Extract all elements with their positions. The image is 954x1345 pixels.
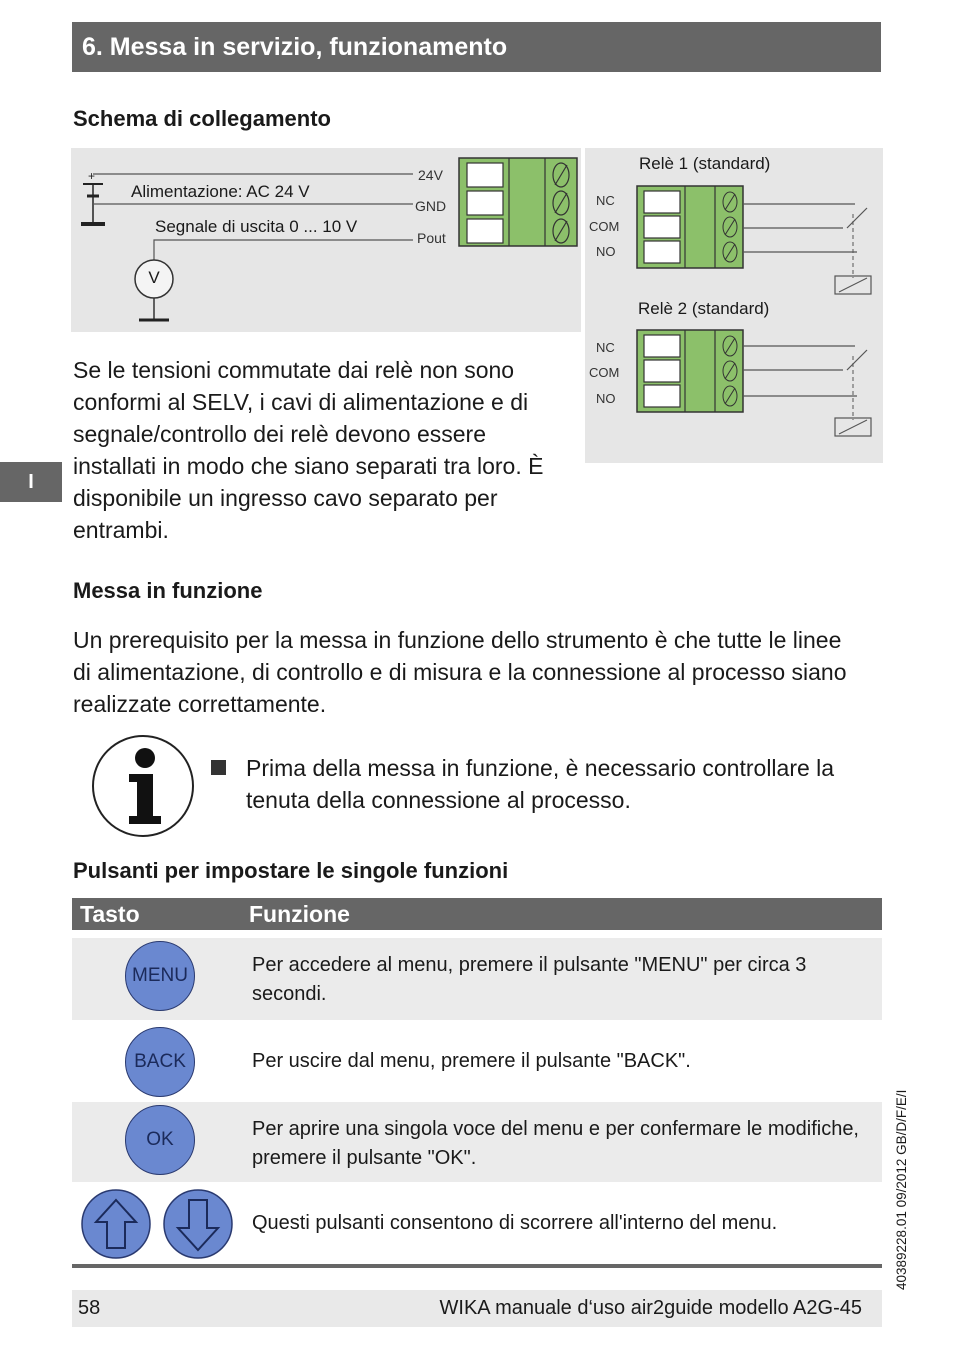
relay2-com-label: COM (589, 365, 620, 380)
ok-key: OK (125, 1105, 195, 1175)
menu-key: MENU (125, 941, 195, 1011)
ok-function-text: Per aprire una singola voce del menu e per confermare le modifiche, premere il pulsante "OK". (252, 1118, 859, 1169)
commissioning-text: Un prerequisito per la messa in funzione dello strumento è che tutte le linee di alimentazione, di controllo e di misura e la connessione al processo siano realizzate correttamente. (73, 627, 847, 717)
svg-text:+: + (88, 169, 96, 183)
commissioning-heading: Messa in funzione (73, 578, 263, 603)
back-key: BACK (125, 1027, 195, 1097)
table-row-menu (72, 938, 882, 1020)
terminal-label-24v: 24V (418, 167, 443, 183)
table-row-back (72, 1022, 882, 1102)
table-header (72, 898, 882, 930)
relay1-title: Relè 1 (standard) (639, 154, 771, 173)
page-footer (72, 1290, 882, 1327)
relay-diagram (585, 148, 883, 463)
page-number: 58 (78, 1297, 101, 1319)
relay2-title: Relè 2 (standard) (638, 299, 770, 318)
voltmeter-symbol: V (148, 268, 160, 287)
arrow-up-key-icon (80, 1188, 152, 1260)
relay1-no-label: NO (596, 244, 616, 259)
relay2-nc-label: NC (596, 340, 615, 355)
info-icon (91, 734, 195, 838)
supply-label: Alimentazione: AC 24 V (131, 182, 310, 201)
note-text: Prima della messa in funzione, è necessario controllare la tenuta della connessione al processo. (246, 755, 835, 813)
signal-label: Segnale di uscita 0 ... 10 V (155, 217, 358, 236)
document-code: 40389228.01 09/2012 GB/D/F/E/I (894, 1089, 909, 1290)
relay1-com-label: COM (589, 219, 620, 234)
language-tab: I (0, 462, 62, 502)
relay2-no-label: NO (596, 391, 616, 406)
section-title: 6. Messa in servizio, funzionamento (72, 22, 881, 72)
arrow-down-key-icon (162, 1188, 234, 1260)
buttons-heading: Pulsanti per impostare le singole funzioni (73, 858, 509, 883)
relay1-nc-label: NC (596, 193, 615, 208)
col-function-header: Funzione (249, 901, 350, 927)
bullet-square-icon (211, 760, 226, 775)
table-row-arrows (72, 1184, 882, 1264)
terminal-label-pout: Pout (417, 230, 446, 246)
wiring-diagram-graphic (71, 148, 581, 332)
wiring-diagram (71, 148, 581, 332)
arrows-function-text: Questi pulsanti consentono di scorrere all'interno del menu. (252, 1212, 778, 1234)
selv-warning: Se le tensioni commutate dai relè non sono conformi al SELV, i cavi di alimentazione e di segnale/controllo dei relè devono essere installati in modo che siano separati tra loro. È disponibile un ingresso cavo separato per entrambi. (73, 357, 544, 543)
wiring-heading: Schema di collegamento (73, 106, 331, 131)
table-bottom-rule (72, 1264, 882, 1268)
table-row-ok (72, 1102, 882, 1182)
manual-title: WIKA manuale d‘uso air2guide modello A2G-45 (439, 1297, 862, 1319)
terminal-label-gnd: GND (415, 198, 447, 214)
col-key-header: Tasto (80, 901, 140, 927)
back-function-text: Per uscire dal menu, premere il pulsante "BACK". (252, 1050, 691, 1072)
menu-function-text: Per accedere al menu, premere il pulsante "MENU" per circa 3 secondi. (252, 954, 807, 1005)
